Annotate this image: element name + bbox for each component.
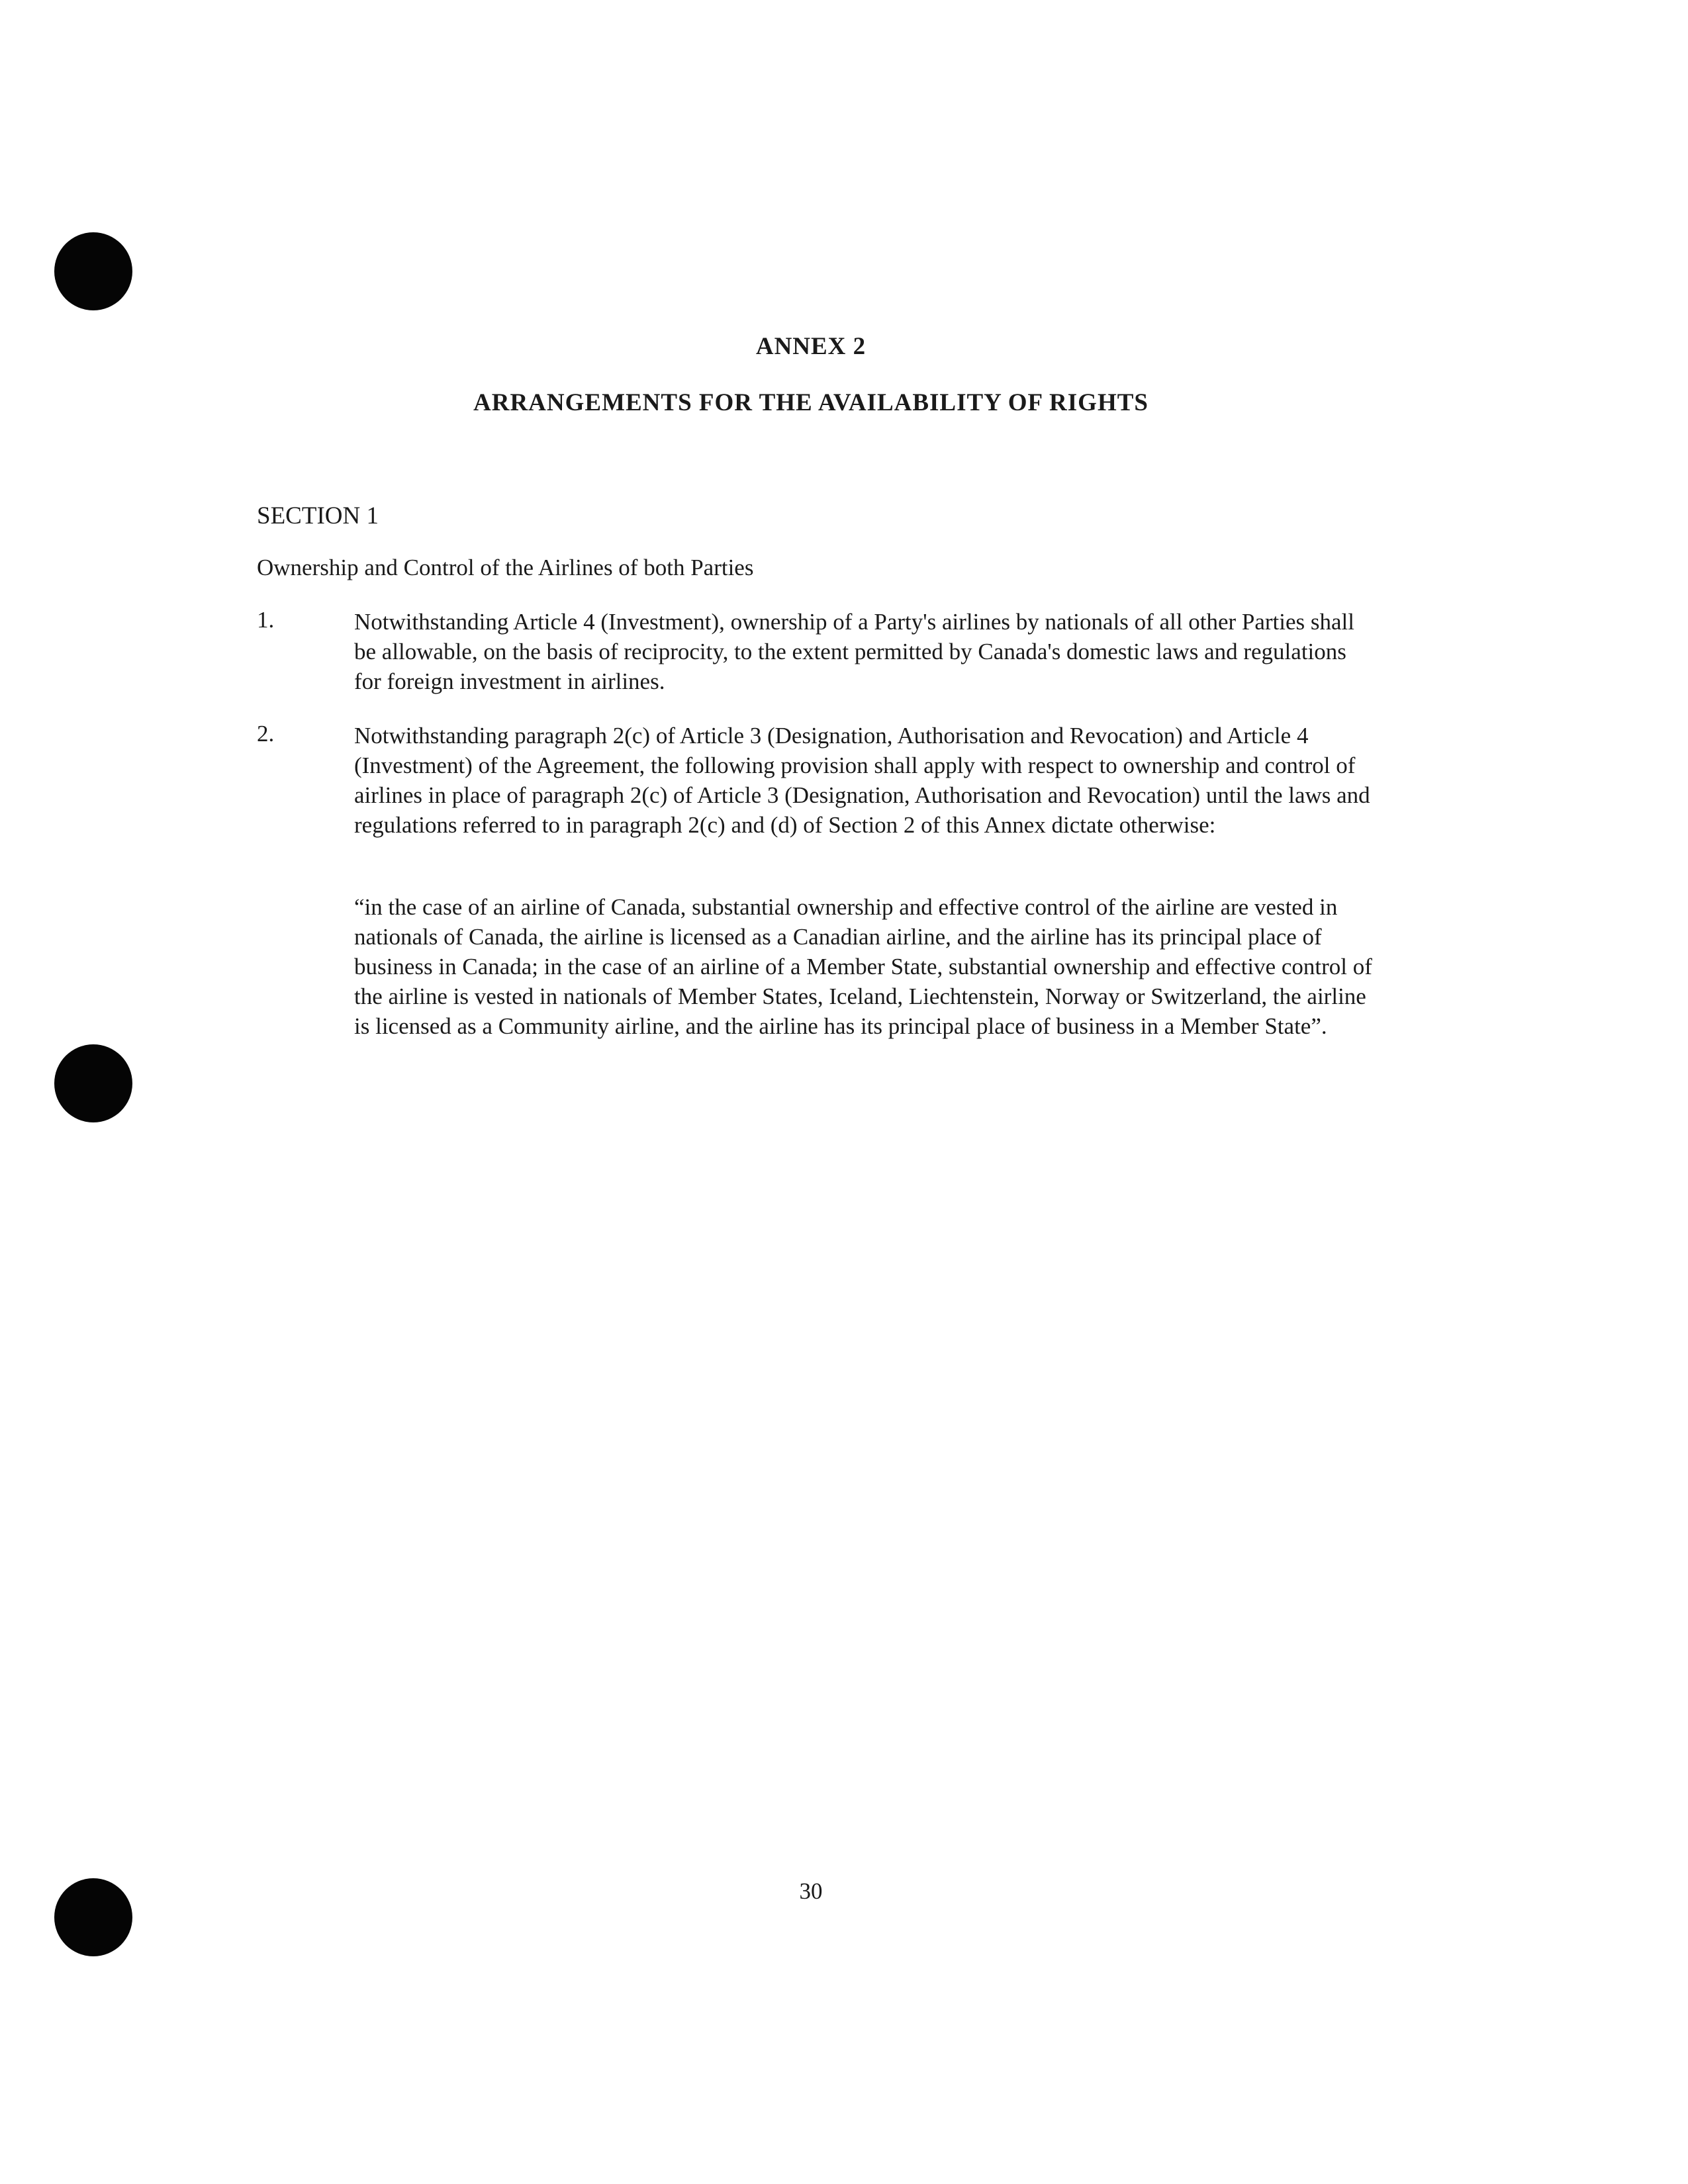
item-quote-2: “in the case of an airline of Canada, substantial ownership and effective control of the airline are vested in nationals of Canada, the airline is licensed as a Canadian airline, and the airline has its principal place of business in Canada; in the case of an airline of a Member State, substantial ownership and effective control of the airline is vested in nationals of Member States, Iceland, Liechtenstein, Norway or Switzerland, the airline is licensed as a Community airline, and the airline has its principal place of business in a Member State”. [354,894,1372,1039]
section-heading: Ownership and Control of the Airlines of both Parties [257,555,754,580]
item-text-2: Notwithstanding paragraph 2(c) of Article 3 (Designation, Authorisation and Revocation) and Article 4 (Investment) of the Agreement, the following provision shall apply with respect to ownership and control of airlines in place of paragraph 2(c) of Article 3 (Designation, Authorisation and Revocation) until the laws and regulations referred to in paragraph 2(c) and (d) of Section 2 of this Annex dictate otherwise: [354,723,1370,838]
annex-label: ANNEX 2 [755,333,867,360]
item-number-2: 2. [257,721,275,747]
page-number: 30 [799,1878,823,1904]
page-title: ARRANGEMENTS FOR THE AVAILABILITY OF RIGHTS [473,389,1149,416]
item-number-1: 1. [257,607,275,633]
punch-hole-middle [54,1044,132,1122]
punch-hole-top [54,232,132,310]
item-text-1: Notwithstanding Article 4 (Investment), ownership of a Party's airlines by nationals of all other Parties shall be allowable, on the basis of reciprocity, to the extent permitted by Canada's domestic laws and regulations for foreign investment in airlines. [354,609,1354,694]
section-label: SECTION 1 [257,502,379,529]
